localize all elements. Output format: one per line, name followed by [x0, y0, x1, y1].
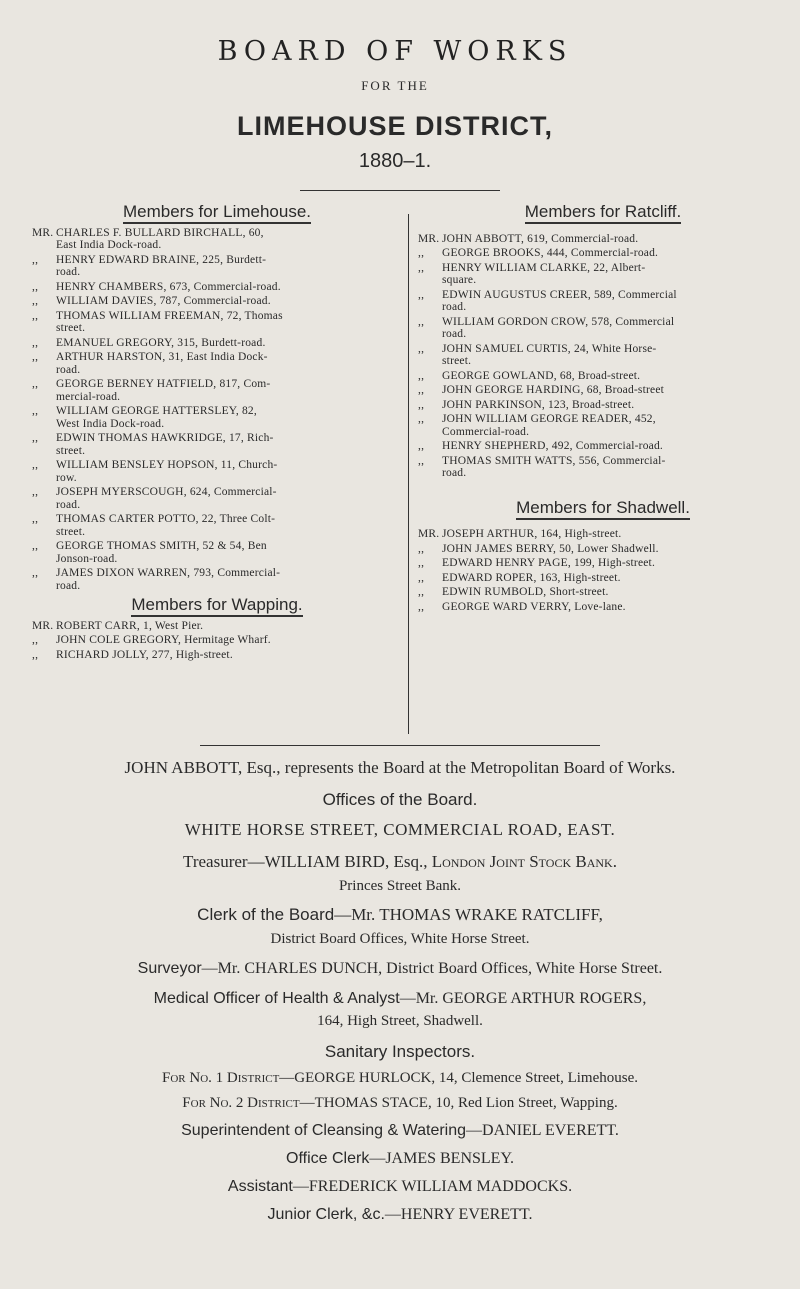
- member-prefix: ,,: [32, 648, 39, 661]
- member-name: JOHN ABBOTT, 619, Commercial-road.: [442, 232, 639, 245]
- member-name: RICHARD JOLLY, 277, High-street.: [56, 648, 233, 661]
- member-name: JAMES DIXON WARREN, 793, Commercial-: [56, 567, 281, 579]
- member-address: street.: [442, 355, 472, 367]
- representative-line: JOHN ABBOTT, Esq., represents the Board at the Metropolitan Board of Works.: [124, 758, 676, 777]
- member-name: EMANUEL GREGORY, 315, Burdett-road.: [56, 336, 266, 349]
- clerk-address: District Board Offices, White Horse Street.: [270, 931, 530, 947]
- member-prefix: ,,: [32, 513, 39, 525]
- shadwell-members: [418, 528, 788, 613]
- member-prefix: ,,: [418, 261, 425, 274]
- member-entry: [418, 413, 788, 438]
- member-name: JOSEPH MYERSCOUGH, 624, Commercial-: [56, 486, 277, 498]
- member-entry: [32, 310, 402, 335]
- member-entry: [32, 351, 402, 376]
- member-entry: [418, 440, 788, 453]
- member-prefix: ,,: [32, 459, 39, 471]
- left-column: [32, 202, 402, 663]
- member-entry: [32, 486, 402, 511]
- member-prefix: ,,: [418, 557, 425, 569]
- member-prefix: ,,: [418, 586, 425, 598]
- limehouse-heading: Members for Limehouse.: [32, 206, 402, 219]
- member-prefix: ,,: [32, 253, 39, 266]
- member-prefix: ,,: [418, 342, 425, 355]
- member-prefix: ,,: [418, 440, 425, 452]
- member-name: WILLIAM DAVIES, 787, Commercial-road.: [56, 295, 271, 307]
- assistant-line: Assistant—FREDERICK WILLIAM MADDOCKS.: [227, 1178, 573, 1195]
- member-prefix: ,,: [418, 542, 425, 555]
- member-prefix: MR.: [418, 528, 440, 540]
- middle-divider: [200, 745, 600, 746]
- member-entry: [418, 601, 788, 614]
- member-entry: [32, 295, 402, 308]
- member-prefix: ,,: [32, 405, 39, 417]
- member-entry: [32, 540, 402, 565]
- member-name: WILLIAM BENSLEY HOPSON, 11, Church-: [56, 459, 278, 471]
- member-prefix: MR.: [418, 232, 440, 245]
- member-address: West India Dock-road.: [56, 417, 165, 430]
- member-entry: [418, 262, 788, 287]
- member-address: road.: [56, 498, 81, 511]
- member-entry: [32, 227, 402, 252]
- member-prefix: ,,: [418, 454, 425, 467]
- member-entry: [418, 343, 788, 368]
- member-address: road.: [442, 467, 467, 479]
- member-prefix: ,,: [32, 336, 39, 349]
- member-entry: [32, 620, 402, 633]
- member-prefix: ,,: [418, 413, 425, 425]
- year: 1880–1.: [358, 150, 432, 172]
- district1-line: For No. 1 District—GEORGE HURLOCK, 14, Clemence Street, Limehouse.: [162, 1070, 638, 1086]
- member-entry: [418, 572, 788, 585]
- member-name: EDWIN RUMBOLD, Short-street.: [442, 586, 609, 598]
- member-entry: [32, 281, 402, 294]
- member-name: JOHN GEORGE HARDING, 68, Broad-street: [442, 384, 665, 396]
- member-address: mercial-road.: [56, 390, 121, 403]
- member-address: Jonson-road.: [56, 552, 118, 565]
- member-entry: [418, 455, 788, 480]
- member-prefix: ,,: [418, 288, 425, 301]
- office-clerk-line: Office Clerk—JAMES BENSLEY.: [286, 1150, 514, 1167]
- member-name: HENRY SHEPHERD, 492, Commercial-road.: [442, 440, 663, 452]
- wapping-heading: Members for Wapping.: [32, 599, 402, 612]
- member-prefix: ,,: [418, 315, 425, 328]
- offices-heading: Offices of the Board.: [322, 790, 478, 809]
- cleansing-line: Superintendent of Cleansing & Watering—DANIEL EVERETT.: [181, 1122, 619, 1139]
- member-address: East India Dock-road.: [56, 239, 162, 251]
- member-prefix: ,,: [418, 384, 425, 396]
- shadwell-heading: Members for Shadwell.: [418, 502, 788, 515]
- member-entry: [32, 513, 402, 538]
- officers-section: [0, 758, 800, 1224]
- member-name: JOHN WILLIAM GEORGE READER, 452,: [442, 413, 656, 425]
- sanitary-heading: Sanitary Inspectors.: [324, 1042, 476, 1061]
- subtitle-for-the: FOR THE: [361, 78, 429, 93]
- member-name: JOHN PARKINSON, 123, Broad-street.: [442, 398, 635, 411]
- member-address: street.: [56, 322, 86, 334]
- member-prefix: ,,: [418, 398, 425, 411]
- member-prefix: ,,: [32, 486, 39, 498]
- member-entry: [32, 567, 402, 592]
- member-prefix: ,,: [418, 571, 425, 584]
- page-title: BOARD OF WORKS: [217, 36, 573, 67]
- member-prefix: ,,: [32, 634, 39, 646]
- member-name: HENRY EDWARD BRAINE, 225, Burdett-: [56, 253, 267, 266]
- ratcliff-members: [418, 233, 788, 480]
- right-column: [418, 202, 788, 615]
- limehouse-members: [32, 227, 402, 593]
- member-entry: [32, 649, 402, 662]
- member-prefix: ,,: [32, 540, 39, 552]
- member-prefix: ,,: [32, 378, 39, 390]
- member-address: road.: [442, 328, 467, 340]
- member-prefix: ,,: [418, 600, 425, 613]
- member-address: Commercial-road.: [442, 425, 530, 438]
- member-entry: [418, 543, 788, 556]
- medical-officer-address: 164, High Street, Shadwell.: [317, 1013, 483, 1029]
- member-name: ROBERT CARR, 1, West Pier.: [56, 619, 204, 632]
- member-name: WILLIAM GORDON CROW, 578, Commercial: [442, 315, 675, 328]
- member-name: HENRY WILLIAM CLARKE, 22, Albert-: [442, 261, 646, 274]
- member-prefix: ,,: [32, 295, 39, 307]
- offices-address: WHITE HORSE STREET, COMMERCIAL ROAD, EAST.: [184, 820, 616, 839]
- medical-officer-line: Medical Officer of Health & Analyst—Mr. GEORGE ARTHUR ROGERS,: [153, 990, 647, 1007]
- member-entry: [32, 337, 402, 350]
- member-prefix: MR.: [32, 226, 54, 239]
- member-name: GEORGE WARD VERRY, Love-lane.: [442, 600, 626, 613]
- member-name: HENRY CHAMBERS, 673, Commercial-road.: [56, 280, 281, 293]
- member-name: EDWIN AUGUSTUS CREER, 589, Commercial: [442, 288, 677, 301]
- member-entry: [32, 254, 402, 279]
- member-prefix: ,,: [418, 369, 425, 382]
- member-name: GEORGE GOWLAND, 68, Broad-street.: [442, 369, 641, 382]
- member-entry: [418, 399, 788, 412]
- member-name: EDWARD HENRY PAGE, 199, High-street.: [442, 557, 656, 569]
- member-prefix: ,,: [32, 280, 39, 293]
- member-prefix: ,,: [32, 309, 39, 322]
- member-entry: [418, 586, 788, 599]
- wapping-members: [32, 620, 402, 662]
- junior-clerk-line: Junior Clerk, &c.—HENRY EVERETT.: [267, 1206, 533, 1223]
- member-name: GEORGE THOMAS SMITH, 52 & 54, Ben: [56, 540, 267, 552]
- member-prefix: ,,: [32, 567, 39, 579]
- member-name: WILLIAM GEORGE HATTERSLEY, 82,: [56, 405, 257, 417]
- member-name: EDWARD ROPER, 163, High-street.: [442, 571, 621, 584]
- ratcliff-heading: Members for Ratcliff.: [418, 206, 788, 219]
- member-address: road.: [56, 266, 81, 278]
- member-entry: [418, 528, 788, 541]
- member-address: row.: [56, 471, 77, 484]
- member-address: street.: [56, 525, 86, 538]
- member-name: GEORGE BERNEY HATFIELD, 817, Com-: [56, 378, 271, 390]
- member-name: CHARLES F. BULLARD BIRCHALL, 60,: [56, 226, 264, 239]
- member-entry: [418, 370, 788, 383]
- district-heading: LIMEHOUSE DISTRICT,: [236, 111, 553, 141]
- member-name: JOSEPH ARTHUR, 164, High-street.: [442, 528, 622, 540]
- member-prefix: ,,: [418, 247, 425, 259]
- column-divider: [408, 214, 409, 734]
- member-entry: [32, 378, 402, 403]
- member-name: ARTHUR HARSTON, 31, East India Dock-: [56, 351, 268, 363]
- member-name: GEORGE BROOKS, 444, Commercial-road.: [442, 247, 659, 259]
- clerk-line: Clerk of the Board—Mr. THOMAS WRAKE RATCLIFF,: [197, 905, 603, 924]
- member-entry: [32, 432, 402, 457]
- member-prefix: ,,: [32, 432, 39, 444]
- member-name: THOMAS WILLIAM FREEMAN, 72, Thomas: [56, 309, 283, 322]
- treasurer-line: Treasurer—WILLIAM BIRD, Esq., London Joint Stock Bank.: [183, 852, 617, 871]
- member-address: road.: [442, 301, 467, 313]
- top-divider: [300, 190, 500, 191]
- member-address: road.: [56, 579, 81, 592]
- member-name: THOMAS SMITH WATTS, 556, Commercial-: [442, 454, 666, 467]
- member-address: road.: [56, 363, 81, 376]
- member-entry: [418, 247, 788, 260]
- member-name: THOMAS CARTER POTTO, 22, Three Colt-: [56, 513, 276, 525]
- member-entry: [418, 289, 788, 314]
- member-address: street.: [56, 444, 86, 457]
- member-name: JOHN SAMUEL CURTIS, 24, White Horse-: [442, 342, 657, 355]
- member-address: square.: [442, 274, 477, 286]
- member-entry: [32, 405, 402, 430]
- member-name: EDWIN THOMAS HAWKRIDGE, 17, Rich-: [56, 432, 274, 444]
- member-entry: [418, 233, 788, 246]
- member-name: JOHN JAMES BERRY, 50, Lower Shadwell.: [442, 542, 659, 555]
- district2-line: For No. 2 District—THOMAS STACE, 10, Red Lion Street, Wapping.: [182, 1095, 618, 1111]
- member-entry: [418, 316, 788, 341]
- surveyor-line: Surveyor—Mr. CHARLES DUNCH, District Board Offices, White Horse Street.: [137, 960, 663, 977]
- member-entry: [418, 384, 788, 397]
- member-prefix: ,,: [32, 351, 39, 363]
- member-name: JOHN COLE GREGORY, Hermitage Wharf.: [56, 634, 271, 646]
- member-prefix: MR.: [32, 619, 54, 632]
- member-entry: [32, 459, 402, 484]
- treasurer-branch: Princes Street Bank.: [338, 878, 462, 894]
- member-entry: [32, 634, 402, 647]
- member-entry: [418, 557, 788, 570]
